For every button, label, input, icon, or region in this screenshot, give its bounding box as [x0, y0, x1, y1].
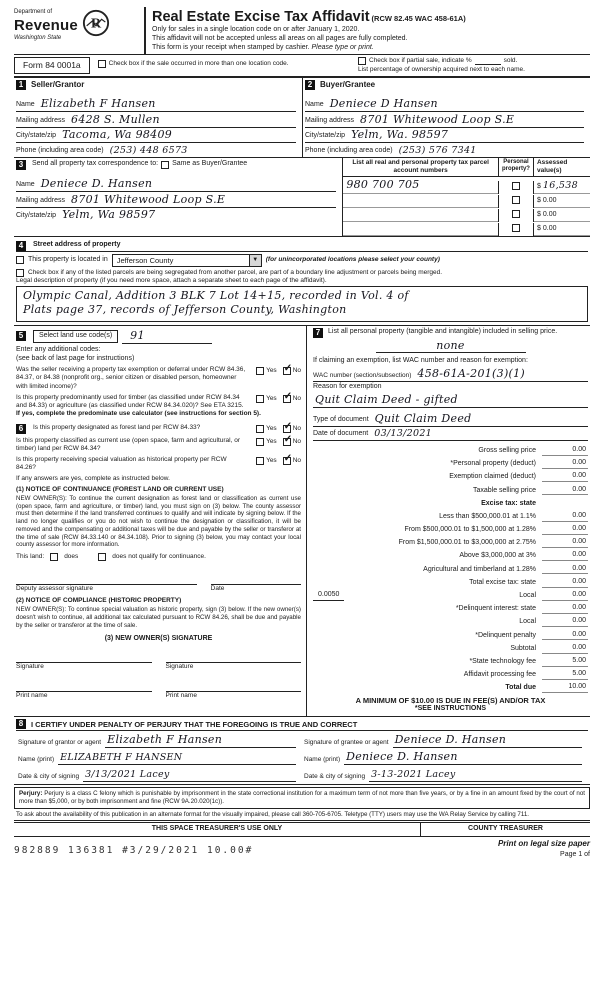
form-header	[14, 7, 590, 55]
svg-text:R: R	[90, 16, 101, 32]
multi-location-checkbox[interactable]	[98, 60, 106, 68]
seller-city-value: Tacoma, Wa 98409	[62, 128, 173, 141]
section-8-number: 8	[16, 719, 26, 729]
revenue-wordmark: Revenue	[14, 16, 78, 34]
name-label: Name	[16, 101, 35, 109]
tax-row-label: *Delinquent interest: state	[455, 605, 536, 613]
land-use-code-label[interactable]: Select land use code(s)	[33, 330, 118, 343]
tax-row-tier-4	[313, 548, 588, 561]
seller-phone-value: (253) 448 6573	[109, 144, 188, 156]
does-not-qualify-checkbox[interactable]	[98, 553, 106, 561]
tax-row-label: Exemption claimed (deduct)	[449, 473, 536, 481]
partial-sale-label: Check box if partial sale, indicate %	[369, 57, 472, 65]
assessed-value-3: 0.00	[542, 211, 557, 218]
yes-checkbox[interactable]	[256, 395, 264, 403]
seller-name-field[interactable]	[16, 92, 296, 112]
section-1-number: 1	[16, 80, 26, 90]
parcel-numbers-header: List all real and personal property tax parcel account numbers	[352, 158, 489, 174]
middle-columns	[14, 326, 590, 717]
no-checkbox[interactable]	[283, 363, 293, 375]
deputy-assessor-label: Deputy assessor signature	[16, 585, 93, 593]
tax-row-value[interactable]: 5.00	[542, 670, 588, 680]
forest-land-question	[16, 421, 301, 434]
checkmark-icon: ✓	[283, 363, 293, 375]
land-use-code-value: 91	[130, 329, 145, 342]
reason-exemption-value: Quit Claim Deed - gifted	[315, 392, 458, 406]
personal-property-checkbox[interactable]	[512, 210, 520, 218]
grantor-signature-field[interactable]	[16, 731, 302, 748]
yes-no-group	[252, 390, 301, 410]
legal-description-line-2: Plats page 37, records of Jefferson County, Washington	[23, 302, 347, 316]
tax-row-value[interactable]: 0.00	[542, 525, 588, 535]
date-of-document-value: 03/13/2021	[374, 427, 433, 439]
parcel-number-value: 980 700 705	[346, 178, 420, 191]
city-state-zip-label: City/state/zip	[16, 212, 57, 219]
tax-row-label: From $500,000.01 to $1,500,000 at 1.28%	[404, 526, 536, 534]
tax-row-label: Total due	[505, 684, 536, 692]
buyer-address-value: 8701 Whitewood Loop S.E	[360, 113, 515, 127]
parcel-number-field[interactable]	[343, 233, 498, 236]
new-owners-signature-heading: (3) NEW OWNER(S) SIGNATURE	[104, 634, 213, 642]
assessed-value-field[interactable]	[534, 224, 590, 236]
no-checkbox[interactable]	[283, 434, 293, 446]
grantee-print-name-field[interactable]	[302, 748, 588, 765]
yes-no-group	[252, 421, 301, 434]
buyer-name-field[interactable]	[305, 92, 584, 112]
buyer-phone-field[interactable]	[305, 143, 584, 157]
correspondence-address-value: 8701 Whitewood Loop S.E	[71, 193, 226, 206]
tax-row-label: Agricultural and timberland at 1.28%	[423, 565, 536, 573]
section-1-seller	[14, 78, 302, 157]
section-4-property	[14, 237, 590, 326]
correspondence-name-value: Deniece D. Hansen	[40, 177, 153, 190]
buyer-city-field[interactable]	[305, 128, 584, 143]
phone-label: Phone (including area code)	[305, 147, 393, 154]
located-in-label: This property is located in	[28, 255, 108, 263]
yes-checkbox[interactable]	[256, 457, 264, 465]
grantee-signature-field[interactable]	[302, 731, 588, 748]
deputy-assessor-signature-field[interactable]	[16, 573, 197, 593]
tax-row-label: *Delinquent penalty	[475, 631, 536, 639]
no-checkbox[interactable]	[283, 390, 293, 403]
assessed-value-2: 0.00	[542, 197, 557, 204]
signature-label: Signature	[16, 663, 44, 671]
no-label: No	[292, 457, 301, 465]
assessed-value-field[interactable]	[534, 179, 590, 194]
name-print-label: Name (print)	[18, 756, 55, 764]
section-3-number: 3	[16, 160, 26, 170]
agency-brand	[14, 7, 146, 54]
personal-property-checkbox[interactable]	[512, 224, 520, 232]
mailing-address-label: Mailing address	[305, 117, 355, 125]
no-label: No	[292, 367, 301, 375]
buyer-city-value: Yelm, Wa. 98597	[351, 128, 449, 141]
county-select[interactable]	[112, 254, 262, 267]
assessed-value-4: 0.00	[542, 225, 557, 232]
tax-row-label: Local	[519, 618, 536, 626]
percent-sold-field[interactable]	[475, 57, 501, 65]
grantee-date-city-value: 3-13-2021 Lacey	[371, 769, 456, 781]
tax-row-taxable-selling-price	[313, 482, 588, 495]
new-owner-print-name-field-1[interactable]	[16, 680, 152, 700]
seller-address-value: 6428 S. Mullen	[71, 113, 160, 127]
yes-no-group	[252, 453, 301, 472]
section-5-number: 5	[16, 331, 26, 341]
yes-label: Yes	[266, 457, 277, 465]
tax-row-excise-tax-state	[313, 495, 588, 508]
certification-statement: I CERTIFY UNDER PENALTY OF PERJURY THAT THE FOREGOING IS TRUE AND CORRECT	[31, 719, 358, 729]
grantor-signature-label: Signature of grantor or agent	[18, 739, 102, 747]
city-state-zip-label: City/state/zip	[305, 132, 346, 139]
notice-continuance-paragraph: NEW OWNER(S): To continue the current designation as forest land or classification as current use (open space, farm and agriculture, or timber) land, you must sign on (3) below. The county assessor must then determine if the land transferred continues to qualify and will indicate by signing below. If the land no longer qualifies or you do not wish to continue the designation or classification, it will be removed and the compensating or additional taxes will be due and payable by the seller or transferor at the time of sale (RCW 84.33.140 or 84.34.108). Prior to signing (3) below, you may contact your local county assessor for more information.	[16, 494, 301, 549]
date-of-document-field[interactable]	[313, 427, 588, 441]
type-of-document-field[interactable]	[313, 411, 588, 427]
additional-codes-label: Enter any additional codes:	[16, 345, 101, 353]
tax-row-label: Subtotal	[510, 644, 536, 652]
checkmark-icon: ✓	[283, 421, 293, 432]
tax-row-gross-selling-price	[313, 443, 588, 456]
phone-label: Phone (including area code)	[16, 147, 104, 154]
tax-row-value[interactable]: 0.00	[542, 459, 588, 469]
no-label: No	[292, 438, 301, 445]
multi-location-label: Check box if the sale occurred in more than one location code.	[108, 60, 289, 68]
section-8-certification	[14, 717, 590, 785]
tax-row-value[interactable]: 0.00	[542, 631, 588, 641]
yes-label: Yes	[266, 425, 277, 432]
mailing-address-label: Mailing address	[16, 117, 66, 125]
county-treasurer-label: COUNTY TREASURER	[420, 823, 590, 836]
see-back-note: (see back of last page for instructions)	[16, 354, 135, 362]
personal-property-header: Personal property?	[498, 158, 534, 176]
tax-row-value[interactable]: 0.00	[542, 551, 588, 561]
legal-description-line-1: Olympic Canal, Addition 3 BLK 7 Lot 14+15, recorded in Vol. 4 of	[23, 289, 409, 302]
assessed-value-field[interactable]	[534, 210, 590, 222]
partial-sale-label-tail: sold.	[503, 57, 518, 65]
tax-row-delinquent-interest-local	[313, 614, 588, 627]
grantor-date-city-value: 3/13/2021 Lacey	[85, 769, 170, 781]
tax-row-tier-2	[313, 522, 588, 535]
no-checkbox[interactable]	[283, 453, 293, 465]
county-selected-value: Jefferson County	[116, 255, 174, 265]
header-note-3	[152, 44, 588, 53]
unincorporated-note: (for unincorporated locations please select your county)	[265, 256, 440, 264]
tax-row-tier-1	[313, 508, 588, 521]
treasurer-strip	[14, 822, 590, 837]
yes-checkbox[interactable]	[256, 438, 264, 446]
tax-row-label: *State technology fee	[469, 657, 536, 665]
street-address-field[interactable]	[16, 239, 588, 252]
tax-row-label: *Personal property (deduct)	[450, 460, 536, 468]
name-label: Name	[305, 101, 324, 109]
exemption-deferral-question	[16, 363, 301, 390]
name-print-label: Name (print)	[304, 756, 341, 764]
correspondence-name-field[interactable]	[16, 172, 336, 192]
dollar-sign: $	[536, 197, 541, 204]
personal-property-intro: List all personal property (tangible and intangible) included in selling price.	[328, 328, 558, 335]
tax-computation-table	[313, 443, 588, 694]
date-of-document-label: Date of document	[313, 429, 369, 437]
notice-compliance-heading: (2) NOTICE OF COMPLIANCE (HISTORIC PROPERTY)	[16, 597, 182, 605]
buyer-phone-value: (253) 576 7341	[398, 144, 477, 156]
personal-property-checkbox[interactable]	[512, 196, 520, 204]
cashier-stamp: 982889 136381 #3/29/2021 10.00#	[14, 845, 254, 857]
personal-property-value: none	[436, 339, 465, 352]
treasurer-use-only-label: THIS SPACE TREASURER'S USE ONLY	[151, 825, 283, 833]
sections-5-6-column	[14, 326, 306, 716]
segregated-checkbox[interactable]	[16, 269, 24, 277]
tax-row-value[interactable]: 0.00	[542, 486, 588, 496]
correspondence-address-field[interactable]	[16, 192, 336, 208]
tax-row-label: Above $3,000,000 at 3%	[459, 552, 536, 560]
seller-city-field[interactable]	[16, 128, 296, 143]
no-label: No	[292, 425, 301, 432]
tax-row-value[interactable]: 0.00	[542, 604, 588, 614]
predominate-use-note: If yes, complete the predominate use calculator (see instructions for section 5).	[16, 409, 261, 417]
form-number-row	[14, 55, 590, 78]
city-state-zip-label: City/state/zip	[16, 132, 57, 139]
mailing-address-label: Mailing address	[16, 197, 66, 204]
does-qualify-checkbox[interactable]	[50, 553, 58, 561]
washington-state-label: Washington State	[14, 35, 62, 42]
grantee-signature-value: Deniece D. Hansen	[394, 733, 507, 747]
yes-label: Yes	[266, 394, 277, 402]
question-text: Is this property receiving special valuation as historical property per RCW 84.26?	[16, 456, 227, 472]
tax-row-label: Gross selling price	[478, 446, 536, 454]
located-in-checkbox[interactable]	[16, 256, 24, 264]
seller-buyer-sections	[14, 78, 590, 158]
minimum-due-note: A MINIMUM OF $10.00 IS DUE IN FEE(S) AND/OR TAX	[355, 696, 546, 706]
tax-row-value[interactable]: 0.00	[542, 591, 588, 601]
correspondence-city-field[interactable]	[16, 208, 336, 222]
grantor-signature-value: Elizabeth F Hansen	[107, 733, 223, 747]
parcel-table	[342, 158, 590, 236]
tax-row-value[interactable]: 0.00	[542, 472, 588, 482]
tax-row-label: Affidavit processing fee	[463, 671, 536, 679]
checkmark-icon: ✓	[283, 453, 293, 465]
grantor-print-name-field[interactable]	[16, 748, 302, 765]
see-instructions-note: *SEE INSTRUCTIONS	[414, 705, 487, 713]
type-of-document-label: Type of document	[313, 415, 369, 423]
this-land-label: This land:	[16, 553, 45, 560]
tax-row-delinquent-penalty	[313, 627, 588, 640]
tax-row-subtotal	[313, 640, 588, 653]
print-name-label: Print name	[16, 691, 48, 699]
dollar-sign: $	[536, 183, 541, 190]
tax-row-value[interactable]: 0.00	[542, 512, 588, 522]
tax-row-value[interactable]: 0.00	[542, 538, 588, 548]
yes-no-group	[252, 434, 301, 453]
header-note-3-text: This form is your receipt when stamped by cashier.	[152, 43, 312, 51]
form-title-rcw: (RCW 82.45 WAC 458-61A)	[371, 14, 466, 23]
checkmark-icon: ✓	[283, 390, 293, 402]
local-rate-value: 0.0050	[313, 591, 344, 601]
legal-description-label: Legal description of property (if you need more space, attach a separate sheet to each page of the affidavit).	[16, 276, 327, 284]
yes-label: Yes	[266, 438, 277, 445]
segregated-label: Check box if any of the listed parcels are being segregated from another parcel, are part of a boundary line adjustment or parcels being merged.	[28, 268, 443, 276]
tax-row-state-technology-fee	[313, 654, 588, 667]
tax-row-label: From $1,500,000.01 to $3,000,000 at 2.75%	[398, 539, 536, 547]
current-use-question	[16, 434, 301, 453]
tax-row-label: Local	[519, 592, 536, 599]
grantor-print-name-value: ELIZABETH F HANSEN	[60, 752, 183, 764]
yes-no-group	[252, 363, 301, 390]
deputy-date-field[interactable]	[211, 573, 301, 593]
perjury-text: Perjury is a class C felony which is punishable by imprisonment in the state correctional institution for a maximum term of not more than five years, or by a fine in an amount fixed by the court of not more than $5,000, or by both imprisonment and fine (RCW 9A.20.020(1c)).	[19, 790, 585, 805]
perjury-notice	[14, 787, 590, 809]
seller-name-value: Elizabeth F Hansen	[40, 97, 156, 111]
print-name-label: Print name	[165, 691, 197, 699]
signature-label: Signature	[165, 663, 194, 671]
question-text: Is this property classified as current use (open space, farm and agricultural, or timber) land per RCW 84.34?	[16, 437, 240, 453]
buyer-name-value: Deniece D Hansen	[329, 97, 438, 111]
section-7-column	[306, 326, 590, 716]
street-address-label: Street address of property	[33, 241, 121, 248]
dept-of-label: Department of	[14, 9, 53, 15]
section-2-number: 2	[305, 80, 315, 90]
section-2-buyer	[302, 78, 590, 157]
ownership-percentage-note: List percentage of ownership acquired next to each name.	[358, 65, 525, 73]
tax-row-personal-property-deduct	[313, 456, 588, 469]
tax-row-delinquent-interest-state	[313, 601, 588, 614]
date-label: Date	[210, 585, 225, 593]
does-label: does	[64, 553, 79, 560]
seller-phone-field[interactable]	[16, 143, 296, 157]
alternate-format-notice: To ask about the availability of this publication in an alternate format for the visually impaired, please call 360-705-6705. Teletype (TTY) users may use the WA Relay Service by calling 711.	[14, 809, 590, 822]
section-6-number: 6	[16, 424, 26, 434]
grantee-print-name-value: Deniece D. Hansen	[346, 750, 458, 764]
partial-sale-checkbox[interactable]	[358, 57, 366, 65]
tax-row-total-due	[313, 680, 588, 693]
parcel-row	[343, 222, 590, 236]
wac-number-field[interactable]	[313, 366, 588, 382]
notice-continuance-heading: (1) NOTICE OF CONTINUANCE (FOREST LAND OR CURRENT USE)	[16, 485, 224, 493]
tax-row-agricultural	[313, 561, 588, 574]
multi-location-check-row	[98, 57, 289, 68]
question-text: Is this property predominantly used for timber (as classified under RCW 84.34 and 84.33) or agriculture (as classified under RCW 84.34.020)? See ETA 3215.	[16, 393, 244, 409]
parcel-row	[343, 177, 590, 194]
personal-property-checkbox[interactable]	[512, 182, 520, 190]
chevron-down-icon[interactable]: ▼	[249, 255, 261, 266]
grantee-date-city-field[interactable]	[302, 765, 588, 782]
tax-row-label: Total excise tax: state	[469, 578, 536, 586]
does-not-label: does not qualify for continuance.	[112, 553, 206, 560]
grantor-date-city-field[interactable]	[16, 765, 302, 782]
seller-address-field[interactable]	[16, 112, 296, 128]
section-7-number: 7	[313, 328, 323, 338]
tax-row-value[interactable]: 0.00	[542, 578, 588, 588]
tax-row-value[interactable]: 0.00	[542, 565, 588, 575]
parcel-number-field[interactable]	[343, 177, 498, 194]
reason-exemption-field[interactable]	[313, 392, 588, 408]
header-note-2: This affidavit will not be accepted unless all areas on all pages are fully completed.	[152, 34, 408, 42]
yes-label: Yes	[266, 367, 277, 375]
same-as-buyer-label: Same as Buyer/Grantee	[172, 160, 248, 168]
assessed-value-header: Assessed value(s)	[536, 158, 568, 174]
personal-property-list-field[interactable]	[376, 339, 526, 353]
tax-row-total-excise-state	[313, 574, 588, 587]
no-checkbox[interactable]	[283, 421, 293, 433]
tax-row-label: Taxable selling price	[472, 486, 536, 494]
tax-row-value[interactable]: 5.00	[542, 657, 588, 667]
reason-exemption-label: Reason for exemption	[313, 382, 382, 390]
date-city-label: Date & city of signing	[304, 773, 366, 781]
form-title: Real Estate Excise Tax Affidavit	[152, 9, 370, 25]
land-use-code-field[interactable]	[122, 329, 212, 344]
parcel-row	[343, 194, 590, 208]
type-of-document-value: Quit Claim Deed	[374, 411, 472, 425]
exemption-intro: If claiming an exemption, list WAC number and reason for exemption:	[313, 357, 528, 364]
revenue-logo-icon	[82, 9, 110, 37]
tax-row-exemption-claimed	[313, 469, 588, 482]
question-text: Is this property designated as forest land per RCW 84.33?	[33, 424, 201, 431]
name-label: Name	[16, 181, 35, 188]
correspondence-city-value: Yelm, Wa 98597	[62, 208, 156, 221]
assessed-value-field[interactable]	[534, 196, 590, 208]
new-owner-signature-field-2[interactable]	[166, 651, 302, 671]
dollar-sign: $	[536, 211, 541, 218]
notice-compliance-paragraph: NEW OWNER(S): To continue special valuation as historic property, sign (3) below. If the new owner(s) doesn't wish to continue, all additional tax calculated pursuant to RCW 84.26, shall be due and payable by the seller or transferor at the time of sale.	[16, 606, 301, 629]
tax-row-label: Less than $500,000.01 at 1.1%	[439, 512, 536, 520]
wac-number-value: 458-61A-201(3)(1)	[417, 367, 526, 380]
legal-description-field[interactable]	[16, 286, 588, 322]
perjury-label: Perjury:	[19, 790, 43, 798]
historical-property-question	[16, 453, 301, 472]
new-owner-print-name-field-2[interactable]	[166, 680, 302, 700]
if-yes-instruction: If any answers are yes, complete as instructed below.	[16, 474, 170, 482]
tax-row-value[interactable]: 10.00	[542, 683, 588, 693]
wac-number-label: WAC number (section/subsection)	[313, 371, 412, 379]
no-label: No	[292, 394, 301, 402]
yes-checkbox[interactable]	[256, 367, 264, 375]
timber-agriculture-question	[16, 390, 301, 410]
tax-row-affidavit-processing-fee	[313, 667, 588, 680]
new-owner-signature-field-1[interactable]	[16, 651, 152, 671]
tax-row-value[interactable]: 0.00	[542, 446, 588, 456]
assessed-value-1: 16,538	[542, 179, 578, 191]
tax-row-tier-3	[313, 535, 588, 548]
buyer-address-field[interactable]	[305, 112, 584, 128]
parcel-row	[343, 208, 590, 222]
section-3-correspondence	[14, 158, 590, 237]
dollar-sign: $	[536, 225, 541, 232]
checkmark-icon: ✓	[283, 434, 293, 445]
tax-row-local	[313, 588, 588, 601]
partial-sale-check-row	[358, 57, 590, 65]
question-text: Was the seller receiving a property tax exemption or deferral under RCW 84.36, 84.37, or 84.38 (nonprofit org., senior citizen or disabled person, homeowner with limited income)?	[16, 366, 246, 390]
form-number: Form 84 0001a	[14, 57, 90, 74]
yes-checkbox[interactable]	[256, 425, 264, 433]
date-city-label: Date & city of signing	[18, 773, 80, 781]
section-1-title: Seller/Grantor	[31, 80, 85, 89]
tax-row-label: Excise tax: state	[481, 499, 536, 507]
grantee-signature-label: Signature of grantee or agent	[304, 739, 389, 747]
type-or-print-note: Please type or print.	[311, 43, 374, 51]
page-number: Page 1 of	[560, 851, 590, 859]
header-note-1: Only for sales in a single location code on or after January 1, 2020.	[152, 26, 360, 34]
print-legal-size-note: Print on legal size paper	[497, 839, 590, 849]
section-4-number: 4	[16, 241, 26, 251]
same-as-buyer-checkbox[interactable]	[161, 161, 169, 169]
section-2-title: Buyer/Grantee	[320, 80, 376, 89]
tax-row-value[interactable]: 0.00	[542, 617, 588, 627]
correspondence-label: Send all property tax correspondence to:	[32, 160, 159, 168]
tax-row-value[interactable]: 0.00	[542, 644, 588, 654]
